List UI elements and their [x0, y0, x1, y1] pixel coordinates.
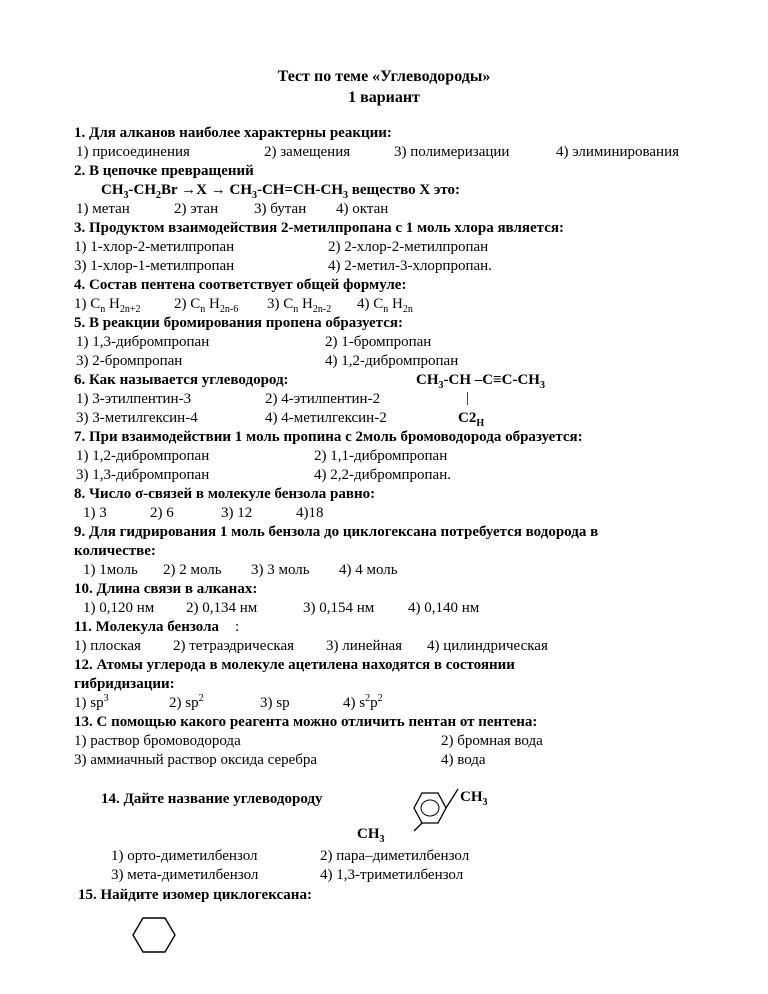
- q7-option-1: 1) 1,2-дибромпропан: [76, 448, 210, 464]
- q3-option-4: 4) 2-метил-3-хлорпропан.: [328, 258, 492, 274]
- q5-option-1: 1) 1,3-дибромпропан: [76, 334, 210, 350]
- q3-option-2: 2) 2-хлор-2-метилпропан: [328, 239, 489, 255]
- q3-option-3: 3) 1-хлор-1-метилпропан: [74, 258, 235, 274]
- q6-option-1: 1) 3-этилпентин-3: [76, 391, 192, 407]
- q8-option-3: 3) 12: [221, 505, 253, 521]
- q14-option-3: 3) мета-диметилбензол: [111, 867, 259, 883]
- q9-option-4: 4) 4 моль: [339, 562, 398, 578]
- q7-option-3: 3) 1,3-дибромпропан: [76, 467, 210, 483]
- question-6: 6. Как называется углеводород:: [74, 372, 289, 388]
- q2-option-1: 1) метан: [76, 201, 130, 217]
- q6-option-2: 2) 4-этилпентин-2: [265, 391, 381, 407]
- q10-option-2: 2) 0,134 нм: [186, 600, 258, 616]
- q6-formula: $CH_3-CH$ $-C\equiv C-CH_3$: [416, 372, 545, 391]
- question-15: 15. Найдите изомер циклогексана:: [78, 887, 312, 903]
- q11-option-4: 4) цилиндрическая: [427, 638, 548, 654]
- q14-ch3-bottom: $CH_3$: [357, 826, 385, 845]
- q9-option-2: 2) 2 моль: [163, 562, 222, 578]
- question-4: 4. Состав пентена соответствует общей формуле:: [74, 277, 407, 293]
- question-7: 7. При взаимодействии 1 моль пропина с 2моль бромоводорода образуется:: [74, 429, 583, 445]
- q1-option-4: 4) элиминирования: [556, 144, 679, 160]
- q9-option-1: 1) 1моль: [83, 562, 138, 578]
- q11-option-1: 1) плоская: [74, 638, 141, 654]
- q6-branch: $C2_H$: [458, 410, 485, 429]
- q10-option-4: 4) 0,140 нм: [408, 600, 480, 616]
- q2-option-3: 3) бутан: [254, 201, 307, 217]
- q10-option-3: 3) 0,154 нм: [303, 600, 375, 616]
- q9-option-3: 3) 3 моль: [251, 562, 310, 578]
- q14-option-4: 4) 1,3-триметилбензол: [320, 867, 464, 883]
- q8-option-2: 2) 6: [150, 505, 174, 521]
- q8-option-4: 4)18: [296, 505, 324, 521]
- question-1: 1. Для алканов наиболее характерны реакции:: [74, 125, 392, 141]
- question-12: 12. Атомы углерода в молекуле ацетилена находятся в состоянии: [74, 657, 515, 673]
- question-12-cont: гибридизации:: [74, 676, 175, 692]
- q12-option-2: 2) $sp^2$: [169, 693, 204, 711]
- q13-option-3: 3) аммиачный раствор оксида серебра: [74, 752, 318, 768]
- q6-option-4: 4) 4-метилгексин-2: [265, 410, 387, 426]
- q4-option-3: 3) $C_n$ $H_{2n-2}$: [267, 296, 332, 315]
- q3-option-1: 1) 1-хлор-2-метилпропан: [74, 239, 235, 255]
- cyclohexane-icon: [130, 915, 178, 955]
- q4-option-4: 4) $C_n$ $H_{2n}$: [357, 296, 413, 315]
- question-10: 10. Длина связи в алканах:: [74, 581, 258, 597]
- q14-option-2: 2) пара–диметилбензол: [320, 848, 470, 864]
- q7-option-4: 4) 2,2-дибромпропан.: [314, 467, 451, 483]
- q5-option-2: 2) 1-бромпропан: [325, 334, 432, 350]
- question-3: 3. Продуктом взаимодействия 2-метилпропана с 1 моль хлора является:: [74, 220, 564, 236]
- q2-option-2: 2) этан: [174, 201, 219, 217]
- q12-option-4: 4) $s^2p^2$: [343, 693, 383, 711]
- question-8: 8. Число σ-связей в молекуле бензола равно:: [74, 486, 376, 502]
- q2-chain: $CH_3-CH_2Br \to X \to CH_3-CH=CH-CH_3$ вещество X это:: [101, 182, 461, 201]
- test-title: Тест по теме «Углеводороды»: [277, 68, 491, 85]
- question-11: 11. Молекула бензола: [74, 619, 219, 635]
- question-5: 5. В реакции бромирования пропена образуется:: [74, 315, 403, 331]
- q13-option-4: 4) вода: [441, 752, 486, 768]
- q2-option-4: 4) октан: [336, 201, 389, 217]
- q1-option-3: 3) полимеризации: [394, 144, 510, 160]
- q13-option-2: 2) бромная вода: [441, 733, 543, 749]
- q6-option-3: 3) 3-метилгексин-4: [76, 410, 198, 426]
- q8-option-1: 1) 3: [83, 505, 107, 521]
- question-9-cont: количестве:: [74, 543, 156, 559]
- benzene-ring-icon: [400, 783, 460, 833]
- question-13: 13. С помощью какого реагента можно отличить пентан от пентена:: [74, 714, 538, 730]
- q4-option-2: 2) $C_n$ $H_{2n-6}$: [174, 296, 239, 315]
- q6-branch-bond: |: [466, 390, 470, 406]
- q13-option-1: 1) раствор бромоводорода: [74, 733, 241, 749]
- q12-option-1: 1) $sp^3$: [74, 693, 109, 711]
- q5-option-4: 4) 1,2-дибромпропан: [325, 353, 459, 369]
- q4-option-1: 1) $C_n$ $H_{2n+2}$: [74, 296, 141, 315]
- q12-option-3: 3) sp: [260, 695, 290, 711]
- variant-label: 1 вариант: [348, 89, 420, 106]
- q11-option-3: 3) линейная: [326, 638, 403, 654]
- q1-option-2: 2) замещения: [264, 144, 351, 160]
- q11-option-2: 2) тетраэдрическая: [173, 638, 295, 654]
- q14-ch3-top: $CH_3$: [460, 789, 488, 808]
- q11-colon: :: [235, 619, 240, 635]
- q1-option-1: 1) присоединения: [76, 144, 190, 160]
- q10-option-1: 1) 0,120 нм: [83, 600, 155, 616]
- q7-option-2: 2) 1,1-дибромпропан: [314, 448, 448, 464]
- q14-option-1: 1) орто-диметилбензол: [111, 848, 258, 864]
- question-2: 2. В цепочке превращений: [74, 163, 254, 179]
- question-9: 9. Для гидрирования 1 моль бензола до циклогексана потребуется водорода в: [74, 524, 599, 540]
- question-14: 14. Дайте название углеводороду: [101, 791, 323, 807]
- q5-option-3: 3) 2-бромпропан: [76, 353, 183, 369]
